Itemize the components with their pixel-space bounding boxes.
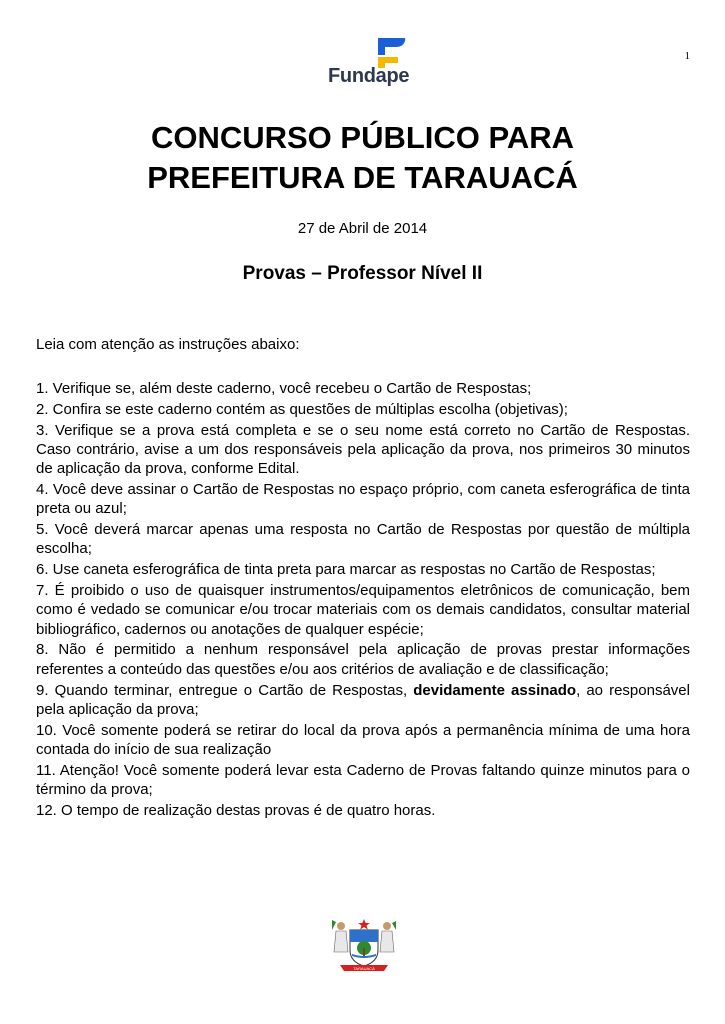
- instruction-item: 2. Confira se este caderno contém as questões de múltiplas escolha (objetivas);: [36, 400, 568, 418]
- fundape-logo: [326, 38, 426, 90]
- municipal-coat-of-arms-icon: [326, 918, 402, 976]
- page-title: [0, 118, 725, 198]
- instruction-item: 11. Atenção! Você somente poderá levar esta Caderno de Provas faltando quinze minutos para o término da prova;: [36, 761, 690, 798]
- instruction-item: 3. Verifique se a prova está completa e se o seu nome está correto no Cartão de Respostas. Caso contrário, avise a um dos responsáveis pela aplicação da prova, nos primeiros 30 minutos de aplicação da prova, conforme Edital.: [36, 421, 690, 478]
- title-line-2: PREFEITURA DE TARAUACÁ: [147, 160, 578, 195]
- page-number: 1: [684, 50, 690, 62]
- seal-banner-text: TARAUACÁ: [353, 966, 375, 971]
- exam-date: 27 de Abril de 2014: [297, 220, 428, 237]
- instructions-list: [36, 379, 690, 822]
- instruction-item-9: [36, 681, 690, 719]
- instruction-item: 6. Use caneta esferográfica de tinta preta para marcar as respostas no Cartão de Respostas;: [36, 561, 656, 579]
- instruction-item: 7. É proibido o uso de quaisquer instrumentos/equipamentos eletrônicos de comunicação, bem como é vedado se comunicar e/ou trocar materiais com os demais candidatos, consultar material bibliográfico, cadernos ou anotações de qualquer espécie;: [36, 582, 690, 638]
- instruction-item: 10. Você somente poderá se retirar do local da prova após a permanência mínima de uma hora contada do início de sua realização: [36, 721, 690, 758]
- instruction-item: 1. Verifique se, além deste caderno, você recebeu o Cartão de Respostas;: [36, 380, 532, 397]
- instruction-item: 8. Não é permitido a nenhum responsável pela aplicação de provas prestar informações referentes a conteúdo das questões e/ou aos critérios de avaliação e de classificação;: [36, 641, 690, 678]
- fundape-logo-text: Fundape: [328, 65, 410, 87]
- instruction-9-after: , ao responsável pela aplicação da prova;: [36, 681, 690, 718]
- title-line-1: CONCURSO PÚBLICO PARA: [150, 120, 575, 155]
- instruction-item: 5. Você deverá marcar apenas uma resposta no Cartão de Respostas por questão de múltipla escolha;: [36, 521, 690, 558]
- instructions-intro: Leia com atenção as instruções abaixo:: [36, 336, 300, 353]
- instruction-item: 12. O tempo de realização destas provas é de quatro horas.: [36, 801, 436, 819]
- instruction-9-bold: devidamente assinado: [413, 681, 577, 699]
- instruction-9-before: 9. Quando terminar, entregue o Cartão de Respostas,: [36, 681, 414, 699]
- instruction-item: 4. Você deve assinar o Cartão de Respostas no espaço próprio, com caneta esferográfica de tinta preta ou azul;: [36, 481, 690, 518]
- exam-subtitle: Provas – Professor Nível II: [242, 263, 483, 284]
